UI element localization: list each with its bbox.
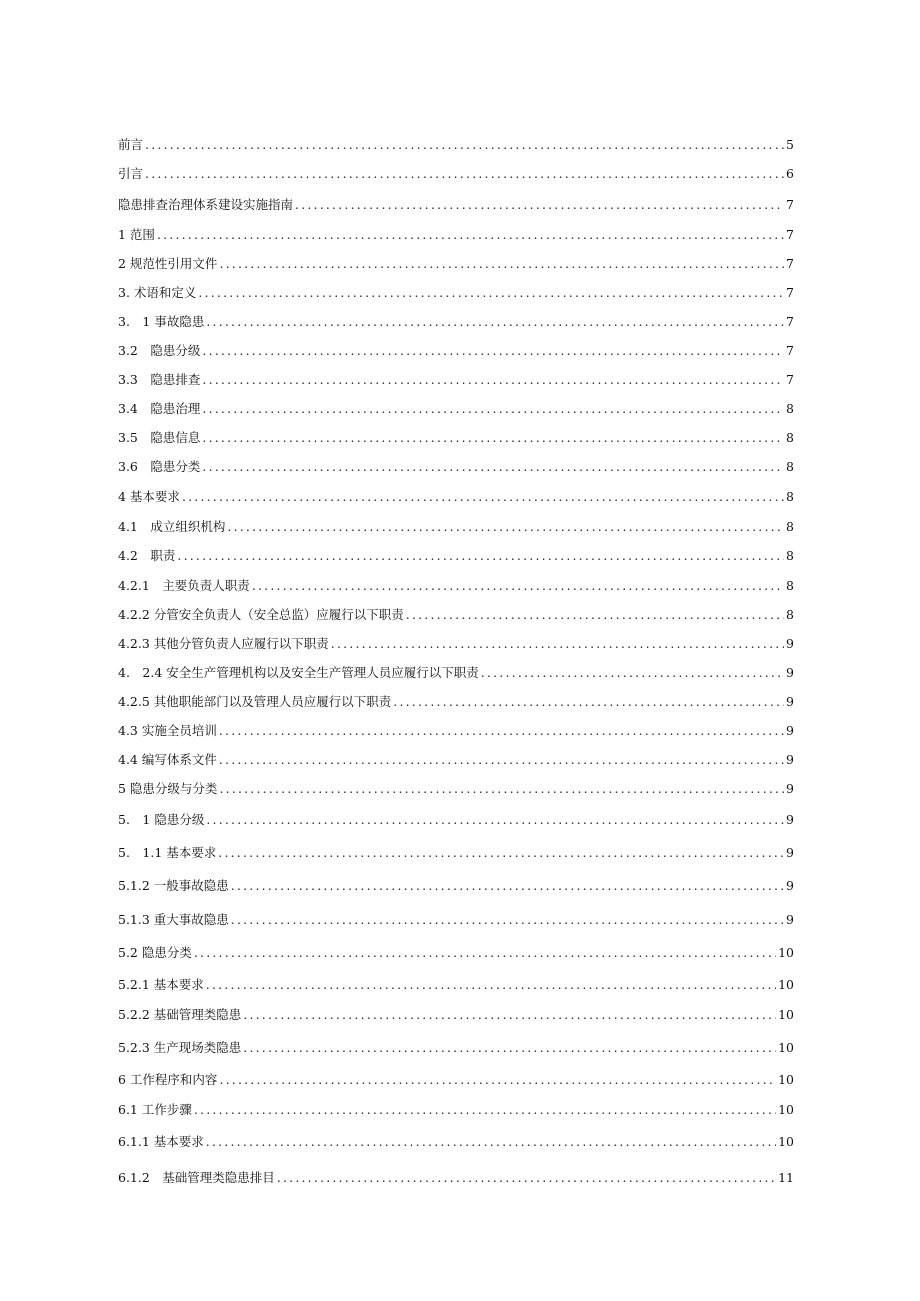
toc-dot-leader	[231, 911, 784, 929]
toc-entry[interactable]	[118, 751, 794, 769]
toc-page-number: 6	[786, 166, 794, 181]
toc-dot-leader	[243, 1039, 776, 1057]
toc-entry-title: 3.2 隐患分级	[118, 343, 201, 358]
toc-page-number: 8	[786, 548, 794, 563]
toc-entry[interactable]	[118, 196, 794, 214]
toc-entry[interactable]	[118, 1071, 794, 1089]
toc-page-number: 9	[786, 781, 794, 796]
toc-entry-title: 4.2.3 其他分管负责人应履行以下职责	[118, 636, 329, 651]
toc-dot-leader	[219, 722, 784, 740]
toc-page-number: 5	[786, 137, 794, 152]
toc-page-number: 8	[786, 430, 794, 445]
toc-entry-title: 3. 术语和定义	[118, 285, 197, 300]
toc-dot-leader	[206, 811, 784, 829]
toc-entry[interactable]	[118, 664, 794, 682]
toc-dot-leader	[218, 844, 784, 862]
toc-entry[interactable]	[118, 518, 794, 536]
toc-entry-title: 5.2.3 生产现场类隐患	[118, 1040, 242, 1055]
toc-entry-title: 5.2.2 基础管理类隐患	[118, 1007, 242, 1022]
toc-page-number: 9	[786, 912, 794, 927]
toc-dot-leader	[194, 1101, 776, 1119]
toc-dot-leader	[202, 342, 784, 360]
toc-entry[interactable]	[118, 136, 794, 154]
toc-page-number: 10	[778, 1007, 794, 1022]
toc-page-number: 7	[786, 197, 794, 212]
toc-entry-title: 隐患排查治理体系建设实施指南	[118, 197, 294, 212]
toc-entry-title: 3. 1 事故隐患	[118, 314, 205, 329]
toc-dot-leader	[177, 547, 784, 565]
toc-page-number: 7	[786, 372, 794, 387]
toc-dot-leader	[219, 780, 784, 798]
toc-entry[interactable]	[118, 255, 794, 273]
toc-dot-leader	[219, 751, 784, 769]
toc-entry-title: 5.2.1 基本要求	[118, 977, 204, 992]
toc-entry-title: 4. 2.4 安全生产管理机构以及安全生产管理人员应履行以下职责	[118, 665, 479, 680]
toc-entry-title: 4.2 职责	[118, 548, 176, 563]
toc-entry-title: 4.2.5 其他职能部门以及管理人员应履行以下职责	[118, 694, 392, 709]
toc-page-number: 9	[786, 665, 794, 680]
toc-dot-leader	[406, 606, 784, 624]
toc-page-number: 10	[778, 1040, 794, 1055]
toc-entry-title: 前言	[118, 137, 144, 152]
toc-entry-title: 4 基本要求	[118, 489, 180, 504]
toc-dot-leader	[393, 693, 784, 711]
toc-page-number: 9	[786, 845, 794, 860]
toc-dot-leader	[277, 1169, 776, 1187]
toc-entry[interactable]	[118, 877, 794, 895]
toc-entry[interactable]	[118, 911, 794, 929]
toc-page-number: 7	[786, 285, 794, 300]
toc-entry-title: 4.2.2 分管安全负责人（安全总监）应履行以下职责	[118, 607, 404, 622]
toc-page-number: 10	[778, 945, 794, 960]
toc-dot-leader	[145, 136, 784, 154]
toc-dot-leader	[481, 664, 784, 682]
toc-entry-title: 1 范围	[118, 227, 155, 242]
toc-entry[interactable]	[118, 488, 794, 506]
toc-entry[interactable]	[118, 226, 794, 244]
toc-entry[interactable]	[118, 1006, 794, 1024]
toc-entry-title: 6 工作程序和内容	[118, 1072, 218, 1087]
toc-page-number: 8	[786, 401, 794, 416]
toc-page-number: 9	[786, 812, 794, 827]
toc-entry[interactable]	[118, 313, 794, 331]
toc-dot-leader	[331, 635, 784, 653]
toc-dot-leader	[202, 371, 784, 389]
toc-dot-leader	[194, 944, 776, 962]
toc-entry-title: 5. 1 隐患分级	[118, 812, 205, 827]
toc-entry-title: 5.1.2 一般事故隐患	[118, 878, 229, 893]
toc-page-number: 9	[786, 636, 794, 651]
toc-dot-leader	[219, 255, 784, 273]
toc-page-number: 8	[786, 607, 794, 622]
toc-entry-title: 引言	[118, 166, 144, 181]
toc-page-number: 10	[778, 1134, 794, 1149]
toc-entry[interactable]	[118, 400, 794, 418]
toc-entry-title: 4.3 实施全员培训	[118, 723, 217, 738]
toc-page-number: 9	[786, 694, 794, 709]
toc-entry[interactable]	[118, 165, 794, 183]
toc-entry[interactable]	[118, 844, 794, 862]
toc-entry[interactable]	[118, 577, 794, 595]
toc-entry[interactable]	[118, 547, 794, 565]
toc-entry-title: 5 隐患分级与分类	[118, 781, 218, 796]
toc-entry-title: 6.1.1 基本要求	[118, 1134, 204, 1149]
toc-entry[interactable]	[118, 284, 794, 302]
toc-entry-title: 3.6 隐患分类	[118, 459, 201, 474]
toc-entry[interactable]	[118, 429, 794, 447]
toc-dot-leader	[202, 400, 784, 418]
toc-dot-leader	[243, 1006, 776, 1024]
toc-dot-leader	[206, 1133, 776, 1151]
toc-entry[interactable]	[118, 606, 794, 624]
toc-entry-title: 3.5 隐患信息	[118, 430, 201, 445]
toc-page-number: 7	[786, 314, 794, 329]
toc-page-number: 9	[786, 878, 794, 893]
toc-entry-title: 3.3 隐患排查	[118, 372, 201, 387]
toc-entry[interactable]	[118, 1133, 794, 1151]
toc-page-number: 8	[786, 578, 794, 593]
toc-dot-leader	[157, 226, 784, 244]
toc-page-number: 11	[778, 1170, 794, 1185]
toc-entry[interactable]	[118, 342, 794, 360]
toc-page-number: 7	[786, 256, 794, 271]
toc-entry-title: 5.2 隐患分类	[118, 945, 192, 960]
toc-entry[interactable]	[118, 722, 794, 740]
toc-entry[interactable]	[118, 635, 794, 653]
toc-entry-title: 2 规范性引用文件	[118, 256, 218, 271]
toc-page-number: 10	[778, 1072, 794, 1087]
toc-dot-leader	[198, 284, 784, 302]
toc-entry-title: 4.4 编写体系文件	[118, 752, 217, 767]
toc-page-number: 8	[786, 459, 794, 474]
toc-dot-leader	[202, 458, 784, 476]
toc-entry-title: 5.1.3 重大事故隐患	[118, 912, 229, 927]
toc-dot-leader	[227, 518, 784, 536]
toc-page-number: 9	[786, 752, 794, 767]
toc-dot-leader	[219, 1071, 776, 1089]
toc-entry-title: 4.2.1 主要负责人职责	[118, 578, 250, 593]
toc-page-number: 10	[778, 1102, 794, 1117]
toc-dot-leader	[182, 488, 784, 506]
toc-entry[interactable]	[118, 780, 794, 798]
toc-entry-title: 4.1 成立组织机构	[118, 519, 226, 534]
toc-page-number: 10	[778, 977, 794, 992]
toc-entry[interactable]	[118, 1101, 794, 1119]
toc-entry-title: 3.4 隐患治理	[118, 401, 201, 416]
toc-entry-title: 6.1 工作步骤	[118, 1102, 192, 1117]
toc-entry[interactable]	[118, 693, 794, 711]
toc-entry[interactable]	[118, 458, 794, 476]
toc-entry[interactable]	[118, 944, 794, 962]
toc-dot-leader	[206, 976, 776, 994]
toc-page-number: 9	[786, 723, 794, 738]
toc-entry[interactable]	[118, 1169, 794, 1187]
toc-entry[interactable]	[118, 976, 794, 994]
toc-entry[interactable]	[118, 1039, 794, 1057]
toc-page-number: 8	[786, 519, 794, 534]
toc-dot-leader	[252, 577, 784, 595]
toc-dot-leader	[202, 429, 784, 447]
toc-page-number: 7	[786, 227, 794, 242]
toc-entry-title: 6.1.2 基础管理类隐患排目	[118, 1170, 275, 1185]
toc-dot-leader	[295, 196, 784, 214]
toc-entry[interactable]	[118, 371, 794, 389]
toc-entry[interactable]	[118, 811, 794, 829]
toc-entry-title: 5. 1.1 基本要求	[118, 845, 217, 860]
toc-page-number: 8	[786, 489, 794, 504]
toc-page-number: 7	[786, 343, 794, 358]
toc-dot-leader	[206, 313, 784, 331]
toc-dot-leader	[231, 877, 784, 895]
toc-dot-leader	[145, 165, 784, 183]
